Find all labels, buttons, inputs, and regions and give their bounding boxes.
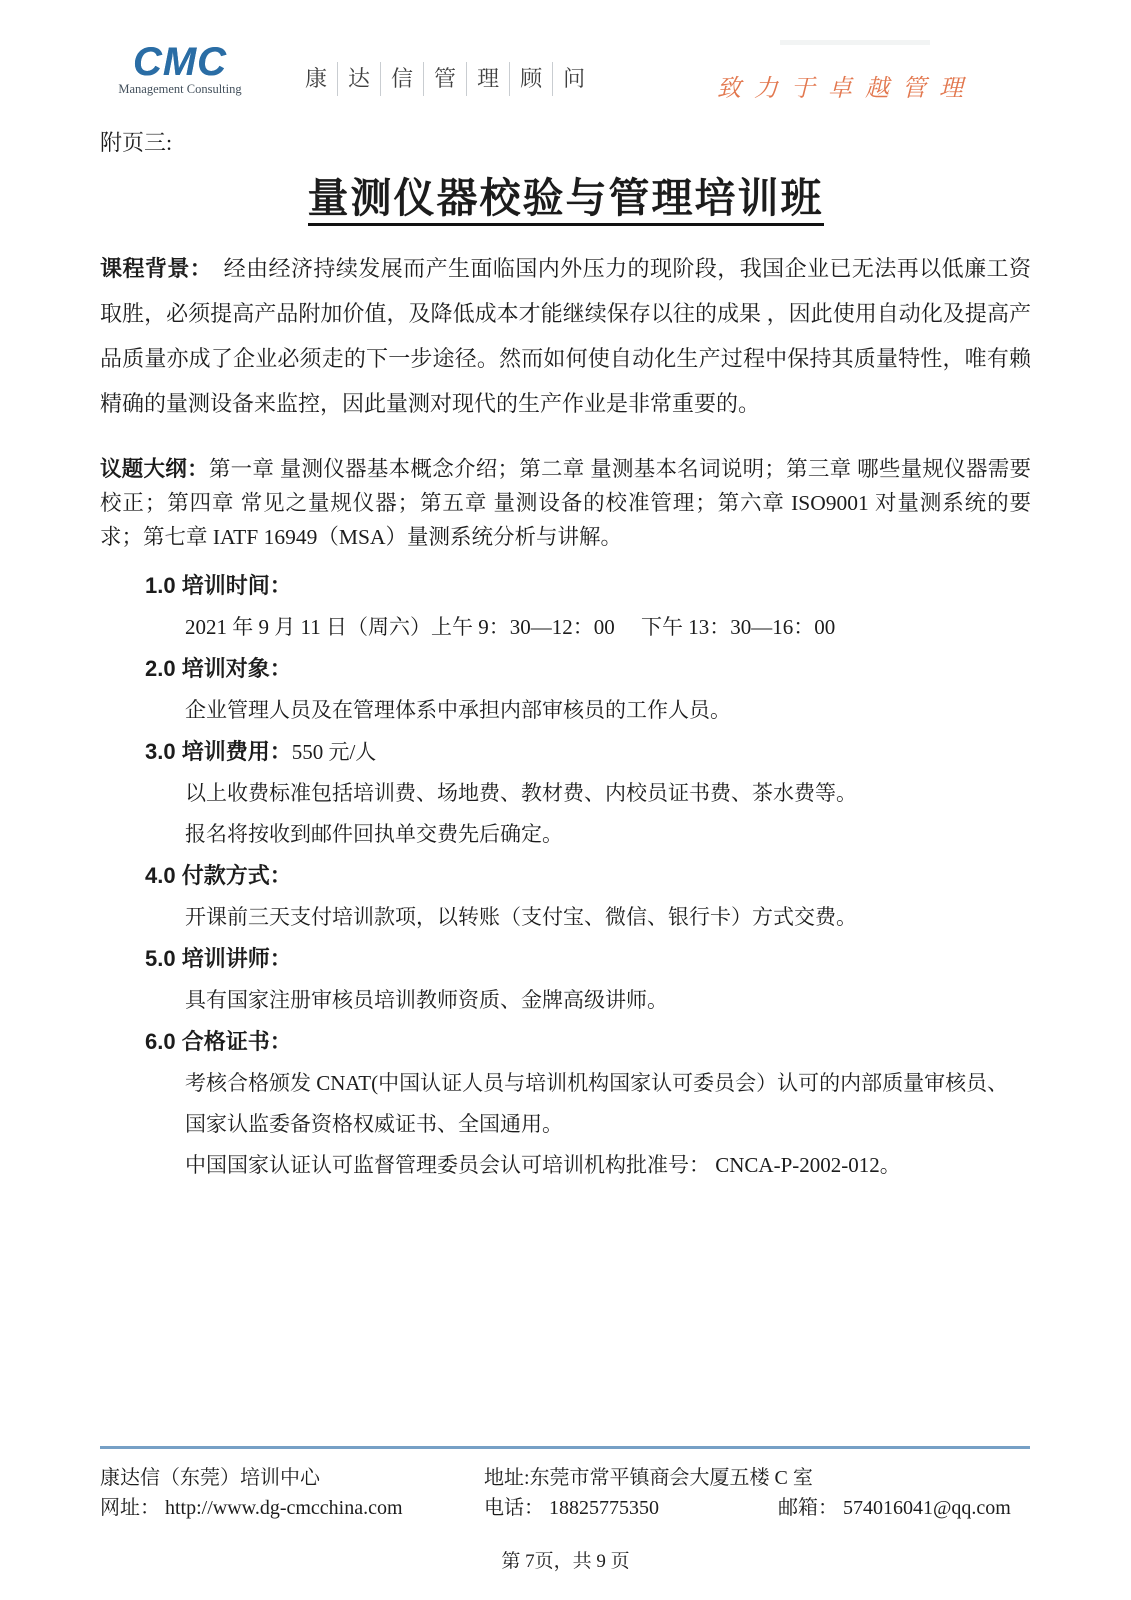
section-heading — [145, 572, 1031, 600]
company-char: 理 — [467, 62, 510, 96]
company-char: 管 — [424, 62, 467, 96]
section-heading-text: 3.0 培训费用： — [145, 739, 292, 764]
cmc-logo-text: CMC — [105, 44, 255, 80]
section-line: 报名将按收到邮件回执单交费先后确定。 — [185, 822, 563, 846]
section-training-fee — [100, 738, 1031, 848]
course-title — [100, 165, 1031, 224]
course-background-text: 经由经济持续发展而产生面临国内外压力的现阶段，我国企业已无法再以低廉工资取胜，必须提高产品附加价值，及降低成本才能继续保存以往的成果 ，因此使用自动化及提高产品质量亦成了企业必须走的下一步途径。然而如何使自动化生产过程中保持其质量特性，唯有赖精确的量测设备来监控，因此量测对现代的生产作业是非常重要的。 — [100, 256, 1031, 416]
section-line: 2021 年 9 月 11 日（周六）上午 9：30—12：00 下午 13：30—16：00 — [185, 615, 836, 639]
section-line: 企业管理人员及在管理体系中承担内部审核员的工作人员。 — [185, 698, 731, 722]
scan-artifact — [780, 40, 930, 45]
course-sections — [100, 572, 1031, 1179]
company-slogan: 致力于卓越管理 — [717, 76, 976, 102]
section-heading — [145, 862, 1031, 890]
footer-address-label: 地址: — [484, 1467, 530, 1489]
section-heading-text: 6.0 合格证书： — [145, 1029, 292, 1054]
section-heading — [145, 1028, 1031, 1056]
company-char: 问 — [563, 66, 586, 91]
footer-org: 康达信（东莞）培训中心 — [100, 1467, 320, 1489]
footer-email — [778, 1491, 1011, 1520]
course-outline-label: 议题大纲： — [100, 457, 209, 481]
company-char: 信 — [381, 62, 424, 96]
footer-website-value: http://www.dg-cmcchina.com — [165, 1497, 403, 1519]
footer-email-value: 574016041@qq.com — [843, 1497, 1011, 1519]
section-line: 考核合格颁发 CNAT(中国认证人员与培训机构国家认可委员会）认可的内部质量审核员、 — [185, 1071, 1009, 1095]
section-heading-text: 2.0 培训对象： — [145, 656, 292, 681]
footer-phone — [484, 1491, 659, 1520]
section-trainer — [100, 945, 1031, 1014]
cmc-logo — [105, 40, 255, 97]
section-line: 开课前三天支付培训款项，以转账（支付宝、微信、银行卡）方式交费。 — [185, 905, 857, 929]
footer-phone-value: 18825775350 — [549, 1497, 659, 1519]
page-number: 第 7页，共 9 页 — [501, 1551, 630, 1572]
course-title-text: 量测仪器校验与管理培训班 — [308, 175, 824, 226]
footer-divider — [100, 1446, 1030, 1449]
company-char: 康 — [295, 62, 338, 96]
cmc-logo-subtext: Management Consulting — [118, 82, 242, 96]
section-line: 以上收费标准包括培训费、场地费、教材费、内校员证书费、茶水费等。 — [185, 781, 857, 805]
section-line: 中国国家认证认可监督管理委员会认可培训机构批准号： CNCA-P-2002-012。 — [185, 1153, 901, 1177]
section-payment-method — [100, 862, 1031, 931]
section-heading-inline: 550 元/人 — [291, 740, 377, 764]
course-background-paragraph — [100, 246, 1031, 426]
section-heading-text: 1.0 培训时间： — [145, 573, 292, 598]
footer-phone-label: 电话： — [484, 1497, 544, 1519]
footer-address-value: 东莞市常平镇商会大厦五楼 C 室 — [529, 1467, 813, 1489]
section-heading — [145, 655, 1031, 683]
company-name — [295, 62, 595, 96]
footer-website-label: 网址： — [100, 1497, 160, 1519]
company-char: 达 — [338, 62, 381, 96]
section-heading — [145, 945, 1031, 973]
attachment-page-label: 附页三: — [100, 130, 173, 155]
footer-address — [484, 1461, 813, 1490]
section-training-time — [100, 572, 1031, 641]
section-certificate — [100, 1028, 1031, 1179]
page-header — [100, 0, 1031, 100]
course-outline-paragraph — [100, 452, 1031, 554]
course-outline-text: 第一章 量测仪器基本概念介绍；第二章 量测基本名词说明；第三章 哪些量规仪器需要校正；第四章 常见之量规仪器；第五章 量测设备的校准管理；第六章 ISO9001 对量测系统的要求；第七章 IATF 16949（MSA）量测系统分析与讲解。 — [100, 457, 1031, 549]
footer-email-label: 邮箱： — [778, 1497, 838, 1519]
footer-website — [100, 1491, 403, 1520]
section-heading — [145, 738, 1031, 766]
course-background-label: 课程背景： — [100, 256, 202, 281]
section-heading-text: 5.0 培训讲师： — [145, 946, 292, 971]
section-heading-text: 4.0 付款方式： — [145, 863, 292, 888]
section-training-audience — [100, 655, 1031, 724]
company-char: 顾 — [510, 62, 553, 96]
section-line: 具有国家注册审核员培训教师资质、金牌高级讲师。 — [185, 988, 668, 1012]
section-line: 国家认监委备资格权威证书、全国通用。 — [185, 1112, 563, 1136]
